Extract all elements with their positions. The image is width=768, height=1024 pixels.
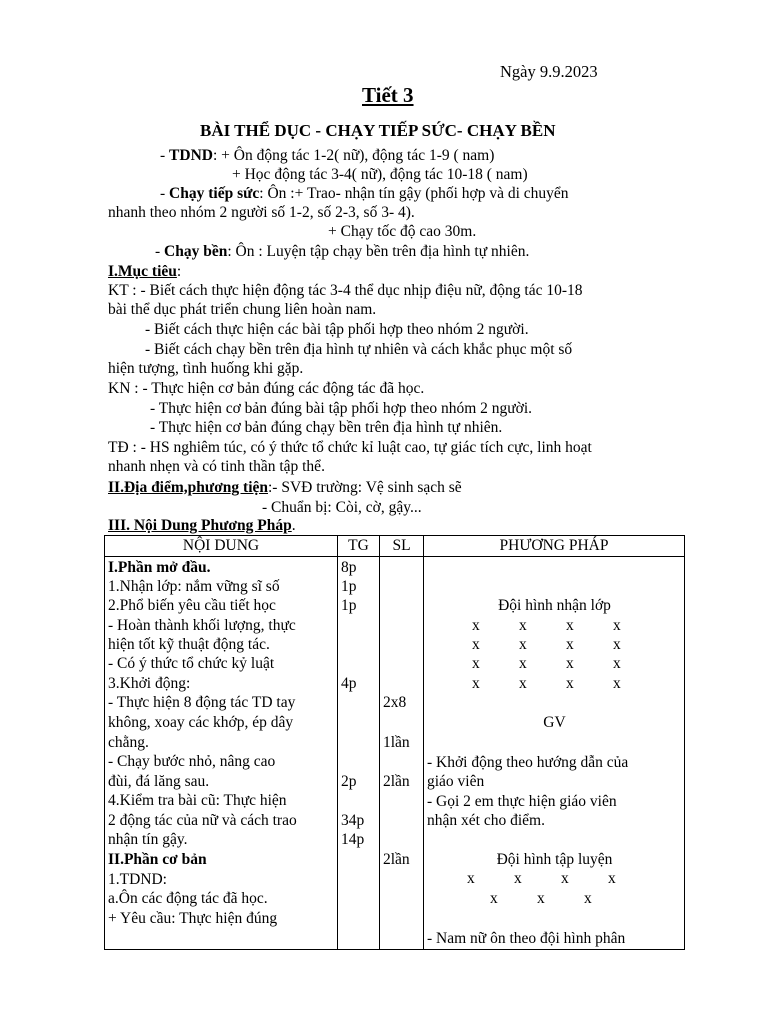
tdnd-line-1: - TDND: + Ôn động tác 1-2( nữ), động tác 1-9 ( nam) xyxy=(160,147,495,164)
content-line: 3.Khởi động: xyxy=(108,675,191,692)
method-line: - Nam nữ ôn theo đội hình phân xyxy=(427,930,626,947)
header-time: TG xyxy=(338,536,380,557)
objective-line: TĐ : - HS nghiêm túc, có ý thức tổ chức kỉ luật cao, tự giác tích cực, linh hoạt xyxy=(108,439,592,456)
quantity-value: 2lần xyxy=(383,773,410,790)
time-value: 2p xyxy=(341,773,357,790)
endurance-line: - Chạy bền: Ôn : Luyện tập chạy bền trên địa hình tự nhiên. xyxy=(155,243,530,260)
tdnd-line-2: + Học động tác 3-4( nữ), động tác 10-18 ( nam) xyxy=(232,166,528,183)
formation-mark: x xyxy=(537,890,545,907)
part-heading: I.Phần mở đầu. xyxy=(108,559,211,576)
content-line: 4.Kiểm tra bài cũ: Thực hiện xyxy=(108,792,287,809)
objective-line: bài thể dục phát triển chung liên hoàn nam. xyxy=(108,301,377,318)
content-line: không, xoay các khớp, ép dây xyxy=(108,714,294,731)
formation-mark: x xyxy=(467,870,475,887)
time-value: 14p xyxy=(341,831,365,848)
content-line: 1.TDND: xyxy=(108,871,167,888)
formation-mark: x xyxy=(613,655,621,672)
date: Ngày 9.9.2023 xyxy=(500,62,598,81)
formation-mark: x xyxy=(472,655,480,672)
formation-mark: x xyxy=(584,890,592,907)
formation-mark: x xyxy=(519,675,527,692)
header-quantity: SL xyxy=(380,536,424,557)
method-line: - Khởi động theo hướng dẫn của xyxy=(427,754,629,771)
section-1-heading: I.Mục tiêu: xyxy=(108,263,182,280)
time-value: 1p xyxy=(341,578,357,595)
content-line: nhận tín gậy. xyxy=(108,831,188,848)
formation-mark: x xyxy=(613,617,621,634)
content-line: - Chạy bước nhỏ, nâng cao xyxy=(108,753,276,770)
practice-title: Đội hình tập luyện xyxy=(496,851,613,868)
relay-line-2: nhanh theo nhóm 2 người số 1-2, số 2-3, số 3- 4). xyxy=(108,204,415,221)
quantity-value: 2x8 xyxy=(383,694,407,711)
content-line: đùi, đá lăng sau. xyxy=(108,773,210,790)
objective-line: KN : - Thực hiện cơ bản đúng các động tác đã học. xyxy=(108,380,425,397)
objective-line: nhanh nhẹn và có tinh thần tập thể. xyxy=(108,458,325,475)
section-2-heading: II.Địa điểm,phương tiện:- SVĐ trường: Vệ sinh sạch sẽ xyxy=(108,479,462,496)
time-value: 4p xyxy=(341,675,357,692)
lesson-title: Tiết 3 xyxy=(362,83,414,107)
time-value: 1p xyxy=(341,597,357,614)
method-line: nhận xét cho điểm. xyxy=(427,812,545,829)
formation-mark: x xyxy=(519,655,527,672)
header-method: PHƯƠNG PHÁP xyxy=(424,536,685,557)
formation-mark: x xyxy=(519,617,527,634)
content-column xyxy=(105,557,338,950)
content-line: hiện tốt kỹ thuật động tác. xyxy=(108,636,270,653)
formation-mark: x xyxy=(608,870,616,887)
method-column xyxy=(424,557,685,950)
objective-line: - Thực hiện cơ bản đúng chạy bền trên địa hình tự nhiên. xyxy=(150,419,503,436)
formation-title: Đội hình nhận lớp xyxy=(498,597,611,614)
teacher-label: GV xyxy=(543,714,566,731)
content-line: + Yêu cầu: Thực hiện đúng xyxy=(108,910,278,927)
objective-line: - Biết cách chạy bền trên địa hình tự nhiên và cách khắc phục một số xyxy=(145,341,573,358)
content-line: - Hoàn thành khối lượng, thực xyxy=(108,617,296,634)
part-heading: II.Phần cơ bản xyxy=(108,851,207,868)
formation-mark: x xyxy=(561,870,569,887)
formation-mark: x xyxy=(566,655,574,672)
quantity-value: 1lần xyxy=(383,734,410,751)
content-line: - Có ý thức tổ chức kỷ luật xyxy=(108,655,275,672)
table-header-row xyxy=(105,536,685,557)
formation-mark: x xyxy=(490,890,498,907)
objective-line: hiện tượng, tình huống khi gặp. xyxy=(108,360,304,377)
formation-mark: x xyxy=(514,870,522,887)
table-row xyxy=(105,557,685,950)
objective-line: - Biết cách thực hiện các bài tập phối hợp theo nhóm 2 người. xyxy=(145,321,529,338)
time-value: 8p xyxy=(341,559,357,576)
formation-mark: x xyxy=(519,636,527,653)
method-line: - Gọi 2 em thực hiện giáo viên xyxy=(427,793,617,810)
formation-mark: x xyxy=(566,636,574,653)
equipment-line: - Chuẩn bị: Còi, cờ, gậy... xyxy=(262,499,422,516)
time-value: 34p xyxy=(341,812,365,829)
content-line: 2 động tác của nữ và cách trao xyxy=(108,812,297,829)
section-3-heading: III. Nội Dung Phương Pháp. xyxy=(108,517,296,534)
method-line: giáo viên xyxy=(427,773,485,790)
formation-mark: x xyxy=(613,675,621,692)
formation-mark: x xyxy=(613,636,621,653)
header-content: NỘI DUNG xyxy=(105,536,338,557)
formation-mark: x xyxy=(472,636,480,653)
quantity-value: 2lần xyxy=(383,851,410,868)
formation-mark: x xyxy=(472,617,480,634)
quantity-column xyxy=(380,557,424,950)
relay-line-3: + Chạy tốc độ cao 30m. xyxy=(328,223,477,240)
content-line: chằng. xyxy=(108,734,149,751)
formation-mark: x xyxy=(566,675,574,692)
content-line: 2.Phổ biến yêu cầu tiết học xyxy=(108,597,276,614)
time-column xyxy=(338,557,380,950)
formation-mark: x xyxy=(472,675,480,692)
objective-line: - Thực hiện cơ bản đúng bài tập phối hợp theo nhóm 2 người. xyxy=(150,400,533,417)
lesson-plan-table xyxy=(104,535,685,950)
content-line: a.Ôn các động tác đã học. xyxy=(108,890,268,907)
lesson-subtitle: BÀI THỂ DỤC - CHẠY TIẾP SỨC- CHẠY BỀN xyxy=(200,121,556,140)
relay-line-1: - Chạy tiếp sức: Ôn :+ Trao- nhận tín gậy (phối hợp và di chuyển xyxy=(160,185,569,202)
formation-mark: x xyxy=(566,617,574,634)
content-line: 1.Nhận lớp: nắm vững sĩ số xyxy=(108,578,280,595)
objective-line: KT : - Biết cách thực hiện động tác 3-4 thể dục nhịp điệu nữ, động tác 10-18 xyxy=(108,282,583,299)
content-line: - Thực hiện 8 động tác TD tay xyxy=(108,694,296,711)
